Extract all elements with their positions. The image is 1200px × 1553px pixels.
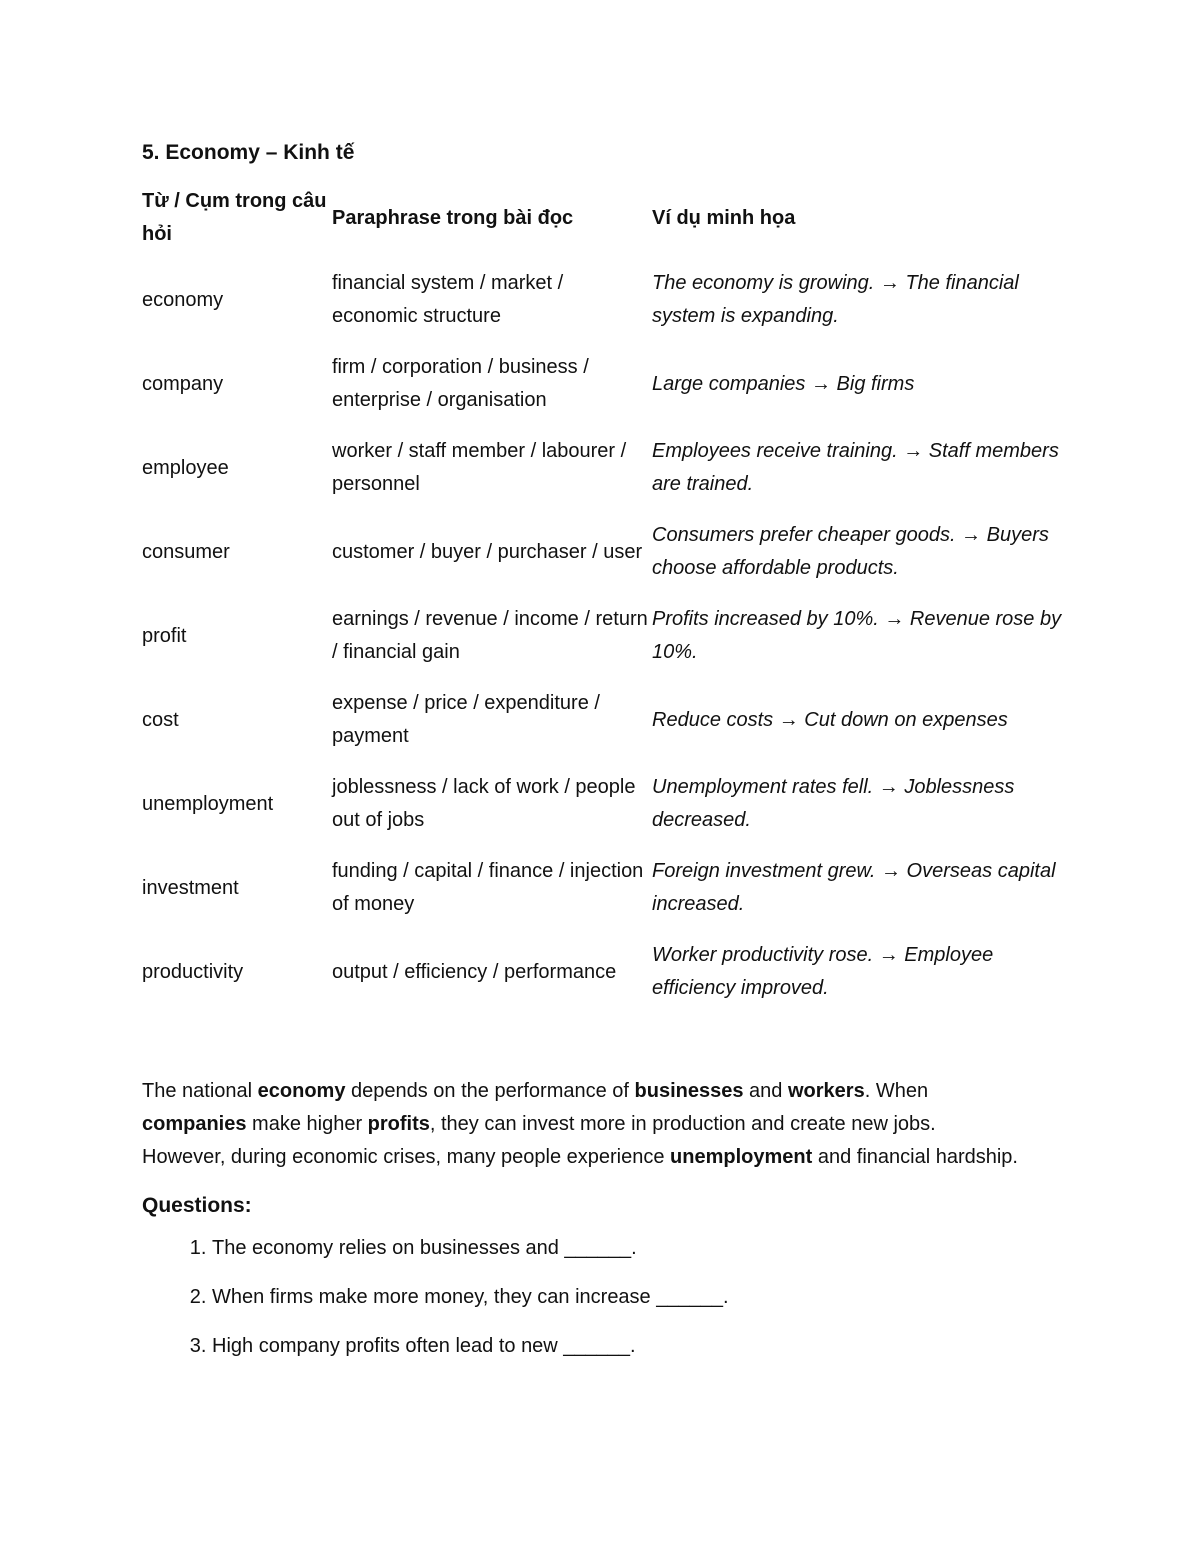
passage-text: and financial hardship. bbox=[812, 1146, 1018, 1169]
word-cell: productivity bbox=[142, 960, 244, 983]
paraphrase-cell: joblessness / lack of work / people out of jobs bbox=[332, 776, 636, 832]
keyword: profits bbox=[367, 1113, 430, 1136]
passage-text: . When bbox=[864, 1080, 929, 1103]
table-row bbox=[142, 771, 1072, 855]
table-row bbox=[142, 687, 1072, 771]
example-cell: The economy is growing. → The financial system is expanding. bbox=[652, 272, 1019, 328]
table-row bbox=[142, 435, 1072, 519]
passage-text: make higher bbox=[246, 1113, 368, 1136]
paraphrase-cell: financial system / market / economic structure bbox=[332, 272, 564, 328]
word-cell: economy bbox=[142, 288, 224, 311]
example-cell: Reduce costs → Cut down on expenses bbox=[652, 708, 1008, 731]
reading-passage bbox=[142, 1075, 1022, 1174]
word-cell: investment bbox=[142, 876, 239, 899]
paraphrase-cell: funding / capital / finance / injection of money bbox=[332, 860, 644, 916]
paraphrase-cell: worker / staff member / labourer / personnel bbox=[332, 440, 627, 496]
example-cell: Employees receive training. → Staff members are trained. bbox=[652, 440, 1059, 496]
keyword: businesses bbox=[634, 1080, 744, 1103]
word-cell: employee bbox=[142, 456, 229, 479]
question-item: 3. High company profits often lead to new ______. bbox=[212, 1330, 1072, 1363]
passage-text: depends on the performance of bbox=[345, 1080, 635, 1103]
example-cell: Foreign investment grew. → Overseas capital increased. bbox=[652, 860, 1056, 916]
example-cell: Large companies → Big firms bbox=[652, 372, 915, 395]
word-cell: cost bbox=[142, 708, 179, 731]
question-item: 2. When firms make more money, they can increase ______. bbox=[212, 1281, 1072, 1314]
paraphrase-cell: output / efficiency / performance bbox=[332, 960, 617, 983]
keyword: workers bbox=[787, 1080, 865, 1103]
example-cell: Profits increased by 10%. → Revenue rose by 10%. bbox=[652, 608, 1062, 664]
keyword: economy bbox=[257, 1080, 346, 1103]
table-row bbox=[142, 939, 1072, 1023]
paraphrase-cell: firm / corporation / business / enterprise / organisation bbox=[332, 356, 589, 412]
table-row bbox=[142, 603, 1072, 687]
questions-list bbox=[142, 1232, 1072, 1363]
example-cell: Worker productivity rose. → Employee efficiency improved. bbox=[652, 944, 994, 1000]
paraphrase-cell: customer / buyer / purchaser / user bbox=[332, 540, 643, 563]
paraphrase-cell: earnings / revenue / income / return / financial gain bbox=[332, 608, 648, 664]
keyword: companies bbox=[142, 1113, 247, 1136]
word-cell: consumer bbox=[142, 540, 230, 563]
keyword: unemployment bbox=[670, 1146, 813, 1169]
header-paraphrase: Paraphrase trong bài đọc bbox=[332, 206, 574, 229]
table-header-row bbox=[142, 185, 1072, 267]
table-row bbox=[142, 855, 1072, 939]
table-row bbox=[142, 519, 1072, 603]
document-page bbox=[142, 138, 1072, 1379]
example-cell: Unemployment rates fell. → Joblessness decreased. bbox=[652, 776, 1015, 832]
header-word: Từ / Cụm trong câu hỏi bbox=[142, 190, 327, 246]
section-title: 5. Economy – Kinh tế bbox=[142, 141, 355, 164]
question-item: 1. The economy relies on businesses and ______. bbox=[212, 1232, 1072, 1265]
header-example: Ví dụ minh họa bbox=[652, 206, 796, 229]
word-cell: profit bbox=[142, 624, 187, 647]
passage-text: and bbox=[743, 1080, 788, 1103]
passage-text: , they can invest more in production and create new jobs. However, during economic crises, many people experience bbox=[142, 1113, 936, 1169]
word-cell: company bbox=[142, 372, 224, 395]
example-cell: Consumers prefer cheaper goods. → Buyers choose affordable products. bbox=[652, 524, 1049, 580]
word-cell: unemployment bbox=[142, 792, 274, 815]
questions-heading: Questions: bbox=[142, 1194, 252, 1218]
table-row bbox=[142, 351, 1072, 435]
vocabulary-table bbox=[142, 185, 1072, 1023]
passage-text: The national bbox=[142, 1080, 258, 1103]
table-row bbox=[142, 267, 1072, 351]
paraphrase-cell: expense / price / expenditure / payment bbox=[332, 692, 600, 748]
